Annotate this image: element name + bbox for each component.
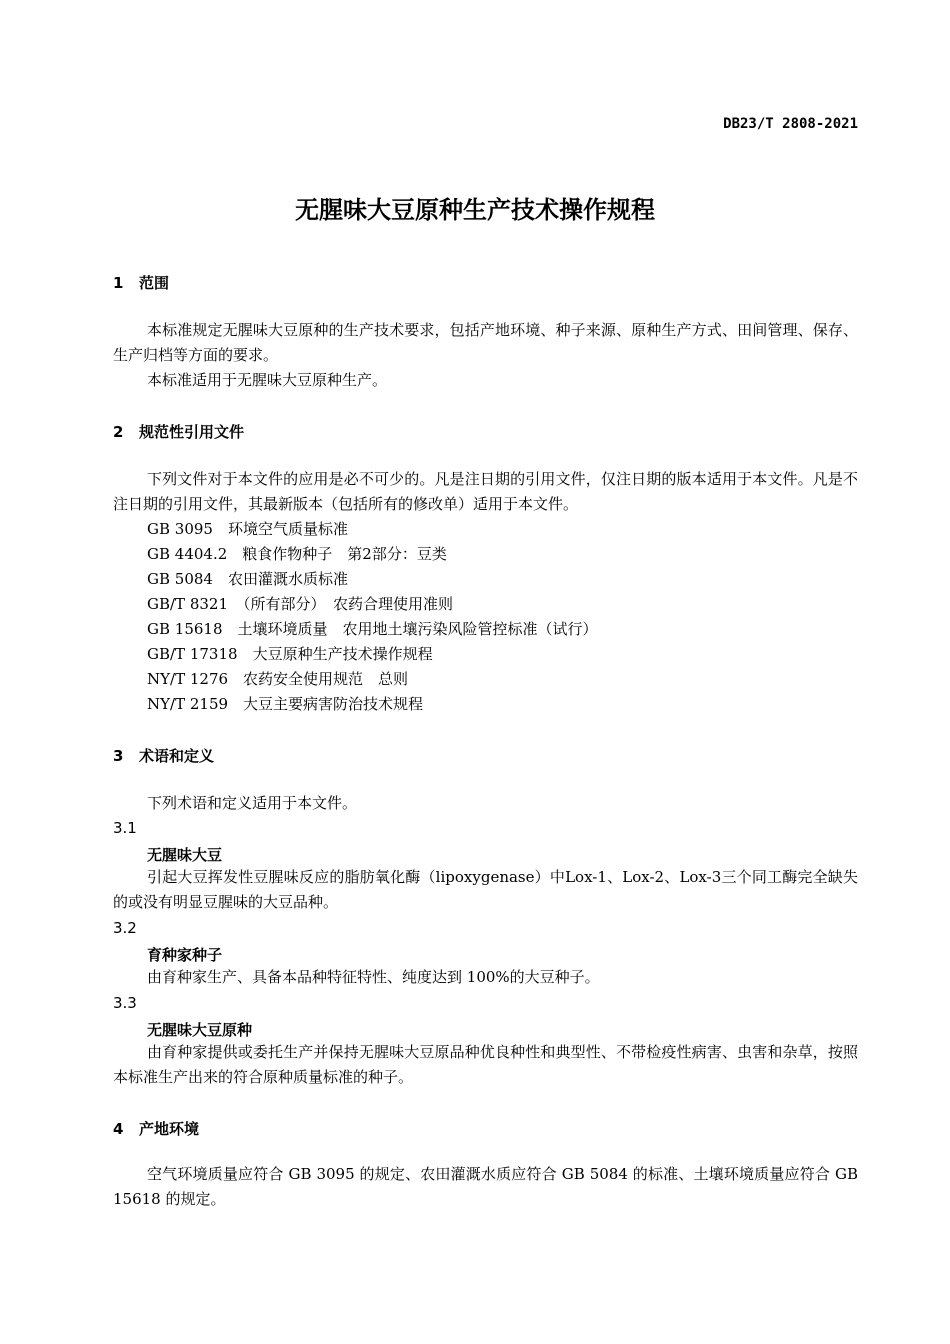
reference-title: （所有部分） 农药合理使用准则 [243, 595, 454, 613]
section-title: 范围 [139, 274, 170, 292]
reference-item [147, 617, 598, 642]
term-definition: 引起大豆挥发性豆腥味反应的脂肪氧化酶（lipoxygenase）中Lox-1、Lox-2、Lox-3三个同工酶完全缺失的或没有明显豆腥味的大豆品种。 [113, 868, 858, 911]
reference-code: NY/T 2159 [147, 695, 229, 713]
term-number: 3.1 [113, 819, 137, 837]
section-title: 规范性引用文件 [139, 423, 245, 441]
reference-code: GB/T 8321 [147, 595, 229, 613]
paragraph: 下列文件对于本文件的应用是必不可少的。凡是注日期的引用文件，仅注日期的版本适用于本文件。凡是不注日期的引用文件，其最新版本（包括所有的修改单）适用于本文件。 [113, 470, 858, 513]
term-definition: 由育种家生产、具备本品种特征特性、纯度达到 100%的大豆种子。 [147, 968, 600, 986]
reference-code: GB 3095 [147, 520, 213, 538]
document-number: DB23/T 2808-2021 [723, 116, 858, 132]
reference-item [147, 642, 433, 667]
reference-title: 农田灌溉水质标准 [227, 570, 348, 588]
reference-title: 土壤环境质量 农用地土壤污染风险管控标准（试行） [237, 620, 598, 638]
reference-title: 大豆原种生产技术操作规程 [252, 645, 433, 663]
term-name: 无腥味大豆 [147, 846, 223, 864]
section-heading [113, 1118, 199, 1139]
term-definition: 由育种家提供或委托生产并保持无腥味大豆原品种优良种性和典型性、不带检疫性病害、虫害和杂草，按照本标准生产出来的符合原种质量标准的种子。 [113, 1043, 858, 1086]
reference-item [147, 517, 348, 542]
reference-code: NY/T 1276 [147, 670, 229, 688]
section-heading [113, 421, 244, 442]
reference-title: 粮食作物种子 第2部分：豆类 [242, 545, 447, 563]
reference-code: GB 15618 [147, 620, 223, 638]
reference-title: 环境空气质量标准 [227, 520, 348, 538]
paragraph: 本标准规定无腥味大豆原种的生产技术要求，包括产地环境、种子来源、原种生产方式、田间管理、保存、生产归档等方面的要求。 [113, 321, 858, 364]
term-name: 无腥味大豆原种 [147, 1021, 253, 1039]
reference-item [147, 692, 423, 717]
reference-title: 农药安全使用规范 总则 [243, 670, 409, 688]
reference-code: GB 5084 [147, 570, 213, 588]
section-number: 1 [113, 274, 124, 292]
section-number: 4 [113, 1120, 124, 1138]
section-title: 产地环境 [139, 1120, 200, 1138]
paragraph: 下列术语和定义适用于本文件。 [147, 794, 358, 812]
reference-code: GB/T 17318 [147, 645, 238, 663]
reference-code: GB 4404.2 [147, 545, 228, 563]
reference-item [147, 667, 408, 692]
reference-item [147, 592, 453, 617]
section-heading [113, 745, 214, 766]
reference-item [147, 567, 348, 592]
section-heading [113, 272, 169, 293]
paragraph: 空气环境质量应符合 GB 3095 的规定、农田灌溉水质应符合 GB 5084 的标准、土壤环境质量应符合 GB 15618 的规定。 [113, 1165, 858, 1208]
document-title: 无腥味大豆原种生产技术操作规程 [295, 196, 655, 224]
section-title: 术语和定义 [139, 747, 215, 765]
section-number: 3 [113, 747, 124, 765]
reference-item [147, 542, 447, 567]
term-name: 育种家种子 [147, 946, 223, 964]
reference-title: 大豆主要病害防治技术规程 [243, 695, 424, 713]
paragraph: 本标准适用于无腥味大豆原种生产。 [147, 371, 388, 389]
term-number: 3.2 [113, 919, 137, 937]
section-number: 2 [113, 423, 124, 441]
term-number: 3.3 [113, 994, 137, 1012]
